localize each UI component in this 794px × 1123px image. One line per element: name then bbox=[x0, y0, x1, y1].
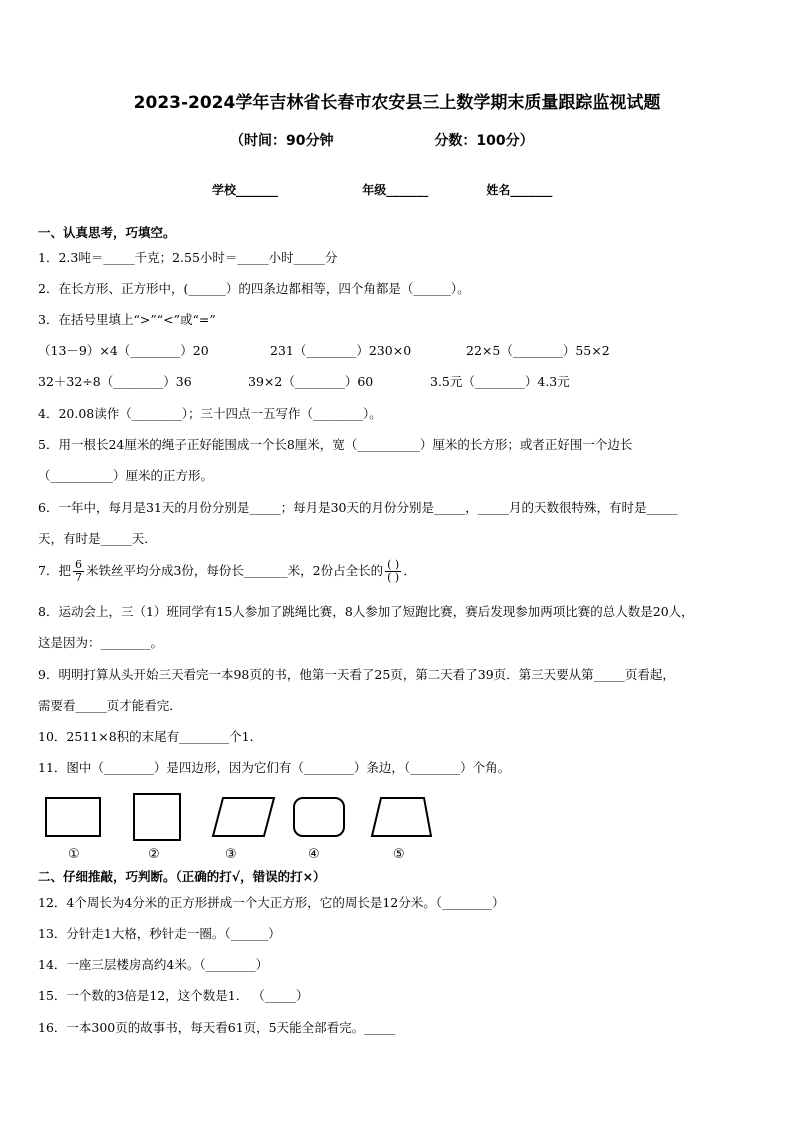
shape-label-3: ③ bbox=[225, 847, 237, 862]
compare-item: 32＋32÷8（________）36 bbox=[38, 374, 192, 389]
question-2: 2．在长方形、正方形中，(______）的四条边都相等，四个角都是（______）。 bbox=[38, 281, 470, 296]
question-8-line-1: 8．运动会上，三（1）班同学有15人参加了跳绳比赛，8人参加了短跑比赛，赛后发现参加两项比赛的总人数是20人， bbox=[38, 604, 694, 619]
compare-item: 22×5（________）55×2 bbox=[466, 343, 610, 358]
fraction-blank bbox=[385, 559, 401, 584]
exam-meta bbox=[230, 130, 534, 150]
question-5-line-2: （__________）厘米的正方形。 bbox=[38, 468, 214, 483]
shape-label-1: ① bbox=[68, 847, 80, 862]
question-14: 14．一座三层楼房高约4米。（________） bbox=[38, 957, 269, 972]
question-7-text: 米铁丝平均分成3份，每份长_______米，2份占全长的 bbox=[85, 563, 384, 578]
student-info bbox=[212, 181, 552, 198]
question-10: 10．2511×8积的末尾有________个1． bbox=[38, 729, 263, 744]
page-title: 2023-2024学年吉林省长春市农安县三上数学期末质量跟踪监视试题 bbox=[133, 93, 661, 113]
question-7-text: 7．把 bbox=[38, 563, 71, 578]
question-11: 11．图中（________）是四边形，因为它们有（________）条边，（________）个角。 bbox=[38, 760, 511, 775]
question-8-line-2: 这是因为：________。 bbox=[38, 635, 164, 650]
fraction-numerator: 6 bbox=[74, 558, 82, 571]
question-15: 15．一个数的3倍是12，这个数是1． （_____） bbox=[38, 988, 309, 1003]
compare-item: 39×2（________）60 bbox=[248, 374, 374, 389]
question-7 bbox=[38, 556, 758, 586]
school-field: 学校_______ bbox=[212, 183, 279, 197]
shape-2-square bbox=[134, 794, 180, 840]
question-1: 1．2.3吨＝_____千克；2.55小时＝_____小时_____分 bbox=[38, 250, 338, 265]
section-heading-2: 二、仔细推敲，巧判断。（正确的打√，错误的打×） bbox=[38, 869, 326, 884]
fraction-denominator: ( ) bbox=[387, 571, 400, 584]
question-16: 16．一本300页的故事书，每天看61页，5天能全部看完。_____ bbox=[38, 1020, 396, 1035]
name-field: 姓名_______ bbox=[486, 183, 553, 197]
grade-field: 年级_______ bbox=[362, 183, 429, 197]
shapes-figure bbox=[38, 790, 458, 865]
fraction-denominator: 7 bbox=[74, 571, 82, 584]
question-6-line-1: 6．一年中，每月是31天的月份分别是_____；每月是30天的月份分别是_____，_____月的天数很特殊，有时是_____ bbox=[38, 500, 678, 515]
section-heading-1: 一、认真思考，巧填空。 bbox=[38, 225, 176, 240]
compare-item: 3.5元（________）4.3元 bbox=[430, 374, 570, 389]
shape-4-rounded-rectangle bbox=[294, 798, 344, 836]
shape-label-5: ⑤ bbox=[393, 847, 405, 862]
question-7-text: ． bbox=[403, 563, 416, 578]
shape-1-rectangle bbox=[46, 798, 100, 836]
question-9-line-2: 需要看_____页才能看完． bbox=[38, 698, 182, 713]
shape-5-trapezoid bbox=[372, 798, 431, 836]
shape-3-parallelogram bbox=[213, 798, 274, 836]
question-9-line-1: 9．明明打算从头开始三天看完一本98页的书，他第一天看了25页，第二天看了39页．第三天要从第_____页看起， bbox=[38, 667, 675, 682]
compare-item: 231（________）230×0 bbox=[270, 343, 412, 358]
question-12: 12．4个周长为4分米的正方形拼成一个大正方形，它的周长是12分米。（________） bbox=[38, 895, 505, 910]
question-6-line-2: 天，有时是_____天． bbox=[38, 531, 157, 546]
compare-item: （13－9）×4（________）20 bbox=[38, 343, 209, 358]
question-3: 3．在括号里填上“>”“<”或“=” bbox=[38, 312, 216, 327]
shape-label-4: ④ bbox=[308, 847, 320, 862]
exam-score: 分数：100分） bbox=[434, 133, 534, 149]
question-4: 4．20.08读作（________）；三十四点一五写作（________）。 bbox=[38, 406, 382, 421]
question-5-line-1: 5．用一根长24厘米的绳子正好能围成一个长8厘米，宽（__________）厘米的长方形；或者正好围一个边长 bbox=[38, 437, 633, 452]
fraction-six-sevenths bbox=[73, 559, 84, 584]
exam-time: （时间：90分钟 bbox=[230, 133, 334, 149]
shape-label-2: ② bbox=[148, 847, 160, 862]
question-13: 13．分针走1大格，秒针走一圈。（______） bbox=[38, 926, 281, 941]
fraction-numerator: ( ) bbox=[387, 558, 400, 571]
